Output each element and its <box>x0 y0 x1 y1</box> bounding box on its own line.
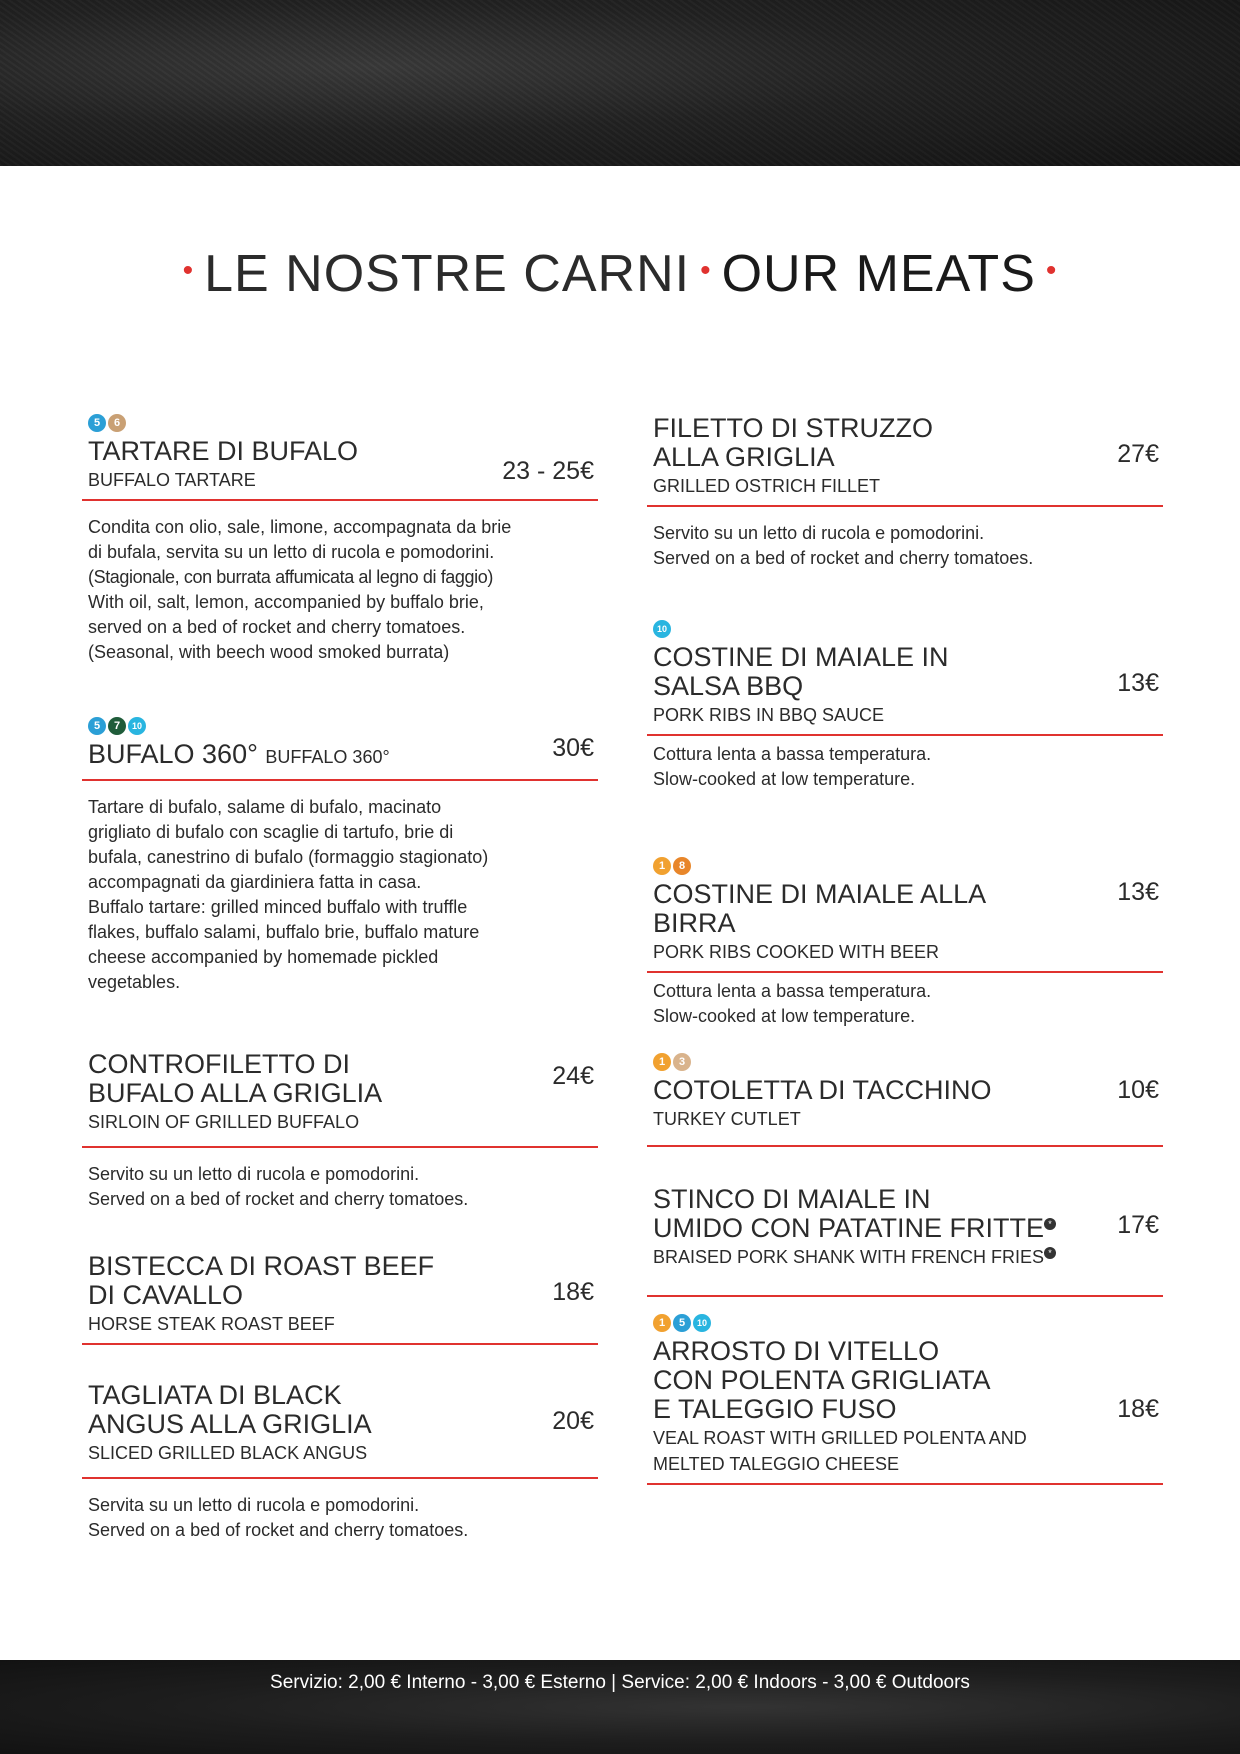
item-description <box>82 1148 598 1212</box>
allergen-icon: 1 <box>653 857 671 875</box>
desc-line: Servita su un letto di rucola e pomodorini. <box>88 1495 420 1515</box>
desc-line: Served on a bed of rocket and cherry tomatoes. <box>88 1189 469 1209</box>
menu-item-costine-bbq <box>647 620 1163 792</box>
desc-line: (Stagionale, con burrata affumicata al legno di faggio) <box>88 567 493 587</box>
desc-line: With oil, salt, lemon, accompanied by buffalo brie, <box>88 592 484 612</box>
desc-line: accompagnati da giardiniera fatta in casa. <box>88 872 422 892</box>
title-english: OUR MEATS <box>721 245 1036 303</box>
item-divider <box>647 1145 1163 1147</box>
menu-item-tartare-di-bufalo <box>82 414 598 665</box>
item-name-line1: ARROSTO DI VITELLO <box>653 1336 940 1366</box>
item-subtitle: GRILLED OSTRICH FILLET <box>653 476 881 496</box>
item-name-line2: ANGUS ALLA GRIGLIA <box>88 1409 372 1439</box>
item-header <box>647 1076 1163 1135</box>
item-subtitle-line2: MELTED TALEGGIO CHEESE <box>653 1454 900 1474</box>
desc-line: Tartare di bufalo, salame di bufalo, macinato <box>88 797 442 817</box>
title-dot-left: • <box>182 254 195 288</box>
item-subtitle: PORK RIBS IN BBQ SAUCE <box>653 705 885 725</box>
item-price: 30€ <box>552 734 594 762</box>
title-italian: LE NOSTRE CARNI <box>204 245 691 303</box>
menu-item-costine-birra <box>647 857 1163 1029</box>
title-dot-right: • <box>1045 254 1058 288</box>
item-name-line1: FILETTO DI STRUZZO <box>653 413 934 443</box>
desc-line: Served on a bed of rocket and cherry tomatoes. <box>653 548 1034 568</box>
item-name-line1: CONTROFILETTO DI <box>88 1049 351 1079</box>
item-price: 10€ <box>1117 1076 1159 1104</box>
allergen-icons <box>647 620 1163 640</box>
item-price: 24€ <box>552 1062 594 1090</box>
item-divider <box>647 1483 1163 1485</box>
item-price: 23 - 25€ <box>502 457 594 485</box>
desc-line: Condita con olio, sale, limone, accompagnata da brie <box>88 517 512 537</box>
item-name: COTOLETTA DI TACCHINO <box>653 1075 992 1105</box>
item-name-line2-text: UMIDO CON PATATINE FRITTE <box>653 1213 1044 1243</box>
item-price: 20€ <box>552 1407 594 1435</box>
item-subtitle-text: BRAISED PORK SHANK WITH FRENCH FRIES <box>653 1247 1045 1267</box>
desc-line: served on a bed of rocket and cherry tomatoes. <box>88 617 466 637</box>
item-name-line1: TAGLIATA DI BLACK <box>88 1380 342 1410</box>
desc-line: Slow-cooked at low temperature. <box>653 1006 916 1026</box>
item-subtitle: VEAL ROAST WITH GRILLED POLENTA AND <box>653 1428 1027 1448</box>
item-name-line2: CON POLENTA GRIGLIATA <box>653 1365 991 1395</box>
item-header <box>647 880 1163 968</box>
title-dot-middle: • <box>700 254 712 288</box>
desc-line: Cottura lenta a bassa temperatura. <box>653 744 932 764</box>
desc-line: grigliato di bufalo con scaglie di tartufo, brie di <box>88 822 454 842</box>
item-price: 17€ <box>1117 1211 1159 1239</box>
item-name-line2: DI CAVALLO <box>88 1280 244 1310</box>
item-header <box>82 437 598 496</box>
desc-line: vegetables. <box>88 972 181 992</box>
item-name-line2: ALLA GRIGLIA <box>653 442 835 472</box>
allergen-icons <box>82 717 598 737</box>
desc-line: di bufala, servita su un letto di rucola e pomodorini. <box>88 542 495 562</box>
desc-line: (Seasonal, with beech wood smoked burrata) <box>88 642 450 662</box>
item-subtitle: SIRLOIN OF GRILLED BUFFALO <box>88 1112 360 1132</box>
allergen-icon: 5 <box>88 414 106 432</box>
item-name-line2 <box>653 1214 1073 1243</box>
desc-line: Buffalo tartare: grilled minced buffalo with truffle <box>88 897 468 917</box>
item-description <box>647 507 1163 571</box>
item-header <box>647 414 1163 502</box>
desc-line: Servito su un letto di rucola e pomodorini. <box>653 523 985 543</box>
allergen-icon: 5 <box>673 1314 691 1332</box>
item-header <box>82 1050 598 1138</box>
allergen-icon: 10 <box>653 620 671 638</box>
item-subtitle: BUFFALO TARTARE <box>88 470 256 490</box>
item-name-line1: COSTINE DI MAIALE IN <box>653 642 949 672</box>
desc-line: Servito su un letto di rucola e pomodorini. <box>88 1164 420 1184</box>
item-description <box>82 781 598 995</box>
allergen-icon: 10 <box>693 1314 711 1332</box>
item-subtitle <box>653 1245 1073 1269</box>
allergen-icon: 1 <box>653 1053 671 1071</box>
item-price: 18€ <box>552 1278 594 1306</box>
item-price: 27€ <box>1117 440 1159 468</box>
page-title <box>0 244 1240 304</box>
menu-item-tagliata-black-angus <box>82 1381 598 1543</box>
desc-line: flakes, buffalo salami, buffalo brie, buffalo mature <box>88 922 480 942</box>
menu-item-bistecca-cavallo <box>82 1252 598 1345</box>
item-description <box>82 501 598 665</box>
item-description <box>647 736 1163 792</box>
desc-line: Slow-cooked at low temperature. <box>653 769 916 789</box>
item-name-it: BUFALO 360° <box>88 739 258 769</box>
item-header <box>647 643 1163 731</box>
menu-item-bufalo-360 <box>82 717 598 995</box>
allergen-icons <box>647 1053 1163 1073</box>
allergen-icon: 7 <box>108 717 126 735</box>
menu-item-filetto-struzzo <box>647 414 1163 571</box>
item-subtitle: TURKEY CUTLET <box>653 1109 801 1129</box>
menu-item-stinco-maiale <box>647 1185 1163 1297</box>
item-name <box>88 740 508 772</box>
item-subtitle: HORSE STEAK ROAST BEEF <box>88 1314 335 1334</box>
item-header <box>82 1381 598 1469</box>
item-header <box>647 1185 1163 1273</box>
item-name-line2: SALSA BBQ <box>653 671 804 701</box>
allergen-icons <box>647 857 1163 877</box>
item-name-line3: E TALEGGIO FUSO <box>653 1394 897 1424</box>
service-charge-note: Servizio: 2,00 € Interno - 3,00 € Esterno | Service: 2,00 € Indoors - 3,00 € Outdoors <box>270 1672 970 1693</box>
item-name-en: BUFFALO 360° <box>265 747 390 767</box>
item-header <box>647 1337 1163 1480</box>
item-description <box>82 1479 598 1543</box>
item-name: COSTINE DI MAIALE ALLA BIRRA <box>653 879 985 938</box>
item-name-line2: BUFALO ALLA GRIGLIA <box>88 1078 383 1108</box>
desc-line: cheese accompanied by homemade pickled <box>88 947 439 967</box>
item-header <box>82 1252 598 1340</box>
allergen-icon: 1 <box>653 1314 671 1332</box>
desc-line: Served on a bed of rocket and cherry tomatoes. <box>88 1520 469 1540</box>
item-header <box>82 734 598 776</box>
item-description <box>647 973 1163 1029</box>
item-price: 13€ <box>1117 878 1159 906</box>
menu-item-arrosto-vitello <box>647 1314 1163 1485</box>
allergen-icon: 8 <box>673 857 691 875</box>
item-price: 13€ <box>1117 669 1159 697</box>
star-icon: * <box>1044 1218 1056 1230</box>
item-subtitle: SLICED GRILLED BLACK ANGUS <box>88 1443 368 1463</box>
item-subtitle: PORK RIBS COOKED WITH BEER <box>653 942 940 962</box>
allergen-icon: 6 <box>108 414 126 432</box>
allergen-icons <box>647 1314 1163 1334</box>
star-icon: * <box>1044 1247 1056 1259</box>
top-texture-band <box>0 0 1240 166</box>
menu-item-controfiletto <box>82 1050 598 1212</box>
allergen-icon: 3 <box>673 1053 691 1071</box>
desc-line: Cottura lenta a bassa temperatura. <box>653 981 932 1001</box>
item-name-line1: STINCO DI MAIALE IN <box>653 1184 931 1214</box>
item-name: TARTARE DI BUFALO <box>88 436 359 466</box>
allergen-icon: 5 <box>88 717 106 735</box>
desc-line: bufala, canestrino di bufalo (formaggio stagionato) <box>88 847 489 867</box>
item-price: 18€ <box>1117 1395 1159 1423</box>
allergen-icons <box>82 414 598 434</box>
menu-item-cotoletta-tacchino <box>647 1053 1163 1147</box>
allergen-icon: 10 <box>128 717 146 735</box>
item-name-line1: BISTECCA DI ROAST BEEF <box>88 1251 435 1281</box>
item-divider <box>82 1343 598 1345</box>
item-divider <box>647 1295 1163 1297</box>
